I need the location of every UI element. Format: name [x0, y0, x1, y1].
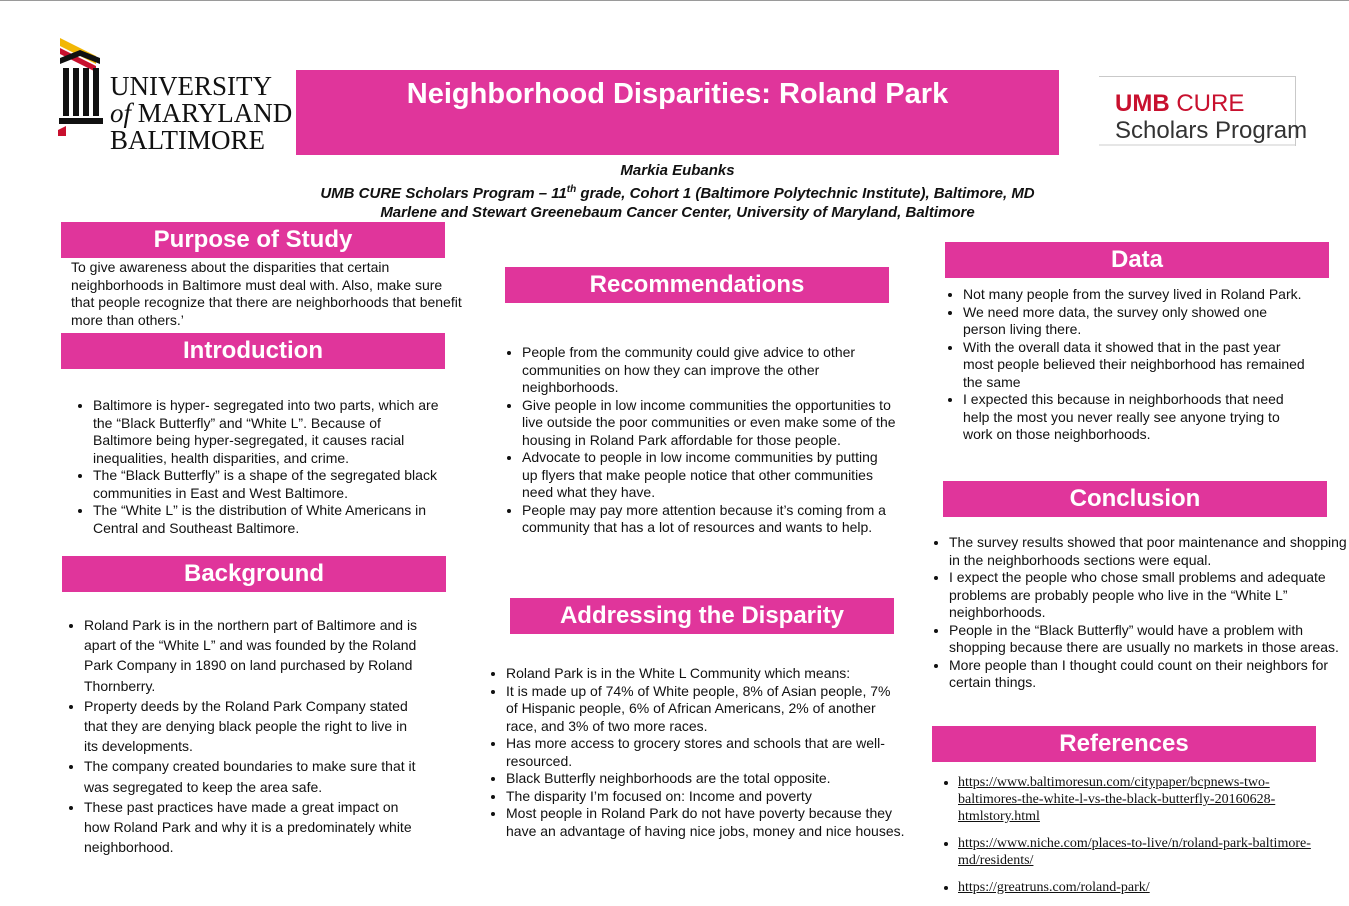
list-item: • The survey results showed that poor maintenance and shopping in the neighborhoods sections were equal.: [949, 534, 1347, 569]
list-item: • Has more access to grocery stores and schools that are well-resourced.: [506, 735, 906, 770]
list-item: • Baltimore is hyper- segregated into two parts, which are the “Black Butterfly” and “White L”. Because of Baltimore being hyper-segregated, it causes racial inequalities, health disparities, and crime.: [93, 397, 441, 467]
list-item: • The “Black Butterfly” is a shape of the segregated black communities in East and West Baltimore.: [93, 467, 441, 502]
introduction-heading: Introduction: [61, 333, 445, 369]
author-name: Markia Eubanks: [620, 162, 735, 179]
cure-logo-line1: UMB CURE: [1115, 90, 1245, 117]
umb-cure-logo: [1099, 76, 1308, 146]
list-item: • More people than I thought could count on their neighbors for certain things.: [949, 657, 1347, 692]
list-item: • Roland Park is in the White L Community which means:: [506, 665, 906, 683]
reference-link[interactable]: https://greatruns.com/roland-park/: [958, 880, 1150, 895]
list-item: • People in the “Black Butterfly” would have a problem with shopping because there are usually no markets in those areas.: [949, 622, 1347, 657]
list-item: • Property deeds by the Roland Park Company stated that they are denying black people the right to live in its developments.: [84, 696, 420, 757]
list-item: • It is made up of 74% of White people, 8% of Asian people, 7% of Hispanic people, 6% of African Americans, 2% of another race, and 3% of two more races.: [506, 683, 906, 736]
poster-title: Neighborhood Disparities: Roland Park: [296, 70, 1059, 155]
data-list: [939, 286, 1307, 444]
list-item: • Not many people from the survey lived in Roland Park.: [963, 286, 1307, 304]
list-item: • Black Butterfly neighborhoods are the total opposite.: [506, 770, 906, 788]
list-item: • Give people in low income communities the opportunities to live outside the poor communities or even make some of the housing in Roland Park affordable for those people.: [522, 397, 896, 450]
reference-link[interactable]: https://www.baltimoresun.com/citypaper/bcpnews-two-baltimores-the-white-l-vs-the-black-butterfly-20160628-htmlstory.html: [958, 775, 1276, 824]
introduction-list: [69, 397, 441, 537]
logo-baltimore: BALTIMORE: [110, 125, 266, 155]
conclusion-heading: Conclusion: [943, 481, 1327, 517]
conclusion-list: [925, 534, 1347, 692]
list-item: • We need more data, the survey only showed one person living there.: [963, 304, 1307, 339]
list-item: • People may pay more attention because it’s coming from a community that has a lot of resources and wants to help.: [522, 502, 896, 537]
references-heading: References: [932, 726, 1316, 762]
background-heading: Background: [62, 556, 446, 592]
list-item: • The company created boundaries to make sure that it was segregated to keep the area safe.: [84, 756, 420, 796]
data-heading: Data: [945, 242, 1329, 278]
addressing-heading: Addressing the Disparity: [510, 598, 894, 634]
umb-pillars-icon: [56, 36, 104, 136]
reference-link[interactable]: https://www.niche.com/places-to-live/n/roland-park-baltimore-md/residents/: [958, 836, 1311, 868]
list-item: • People from the community could give advice to other communities on how they can improve the other neighborhoods.: [522, 344, 896, 397]
list-item: • With the overall data it showed that in the past year most people believed their neighborhood has remained the same: [963, 339, 1307, 392]
author-block: [296, 161, 1059, 222]
background-list: [60, 615, 420, 857]
list-item: [958, 835, 1332, 869]
top-border: [0, 0, 1349, 1]
list-item: • Advocate to people in low income communities by putting up flyers that make people notice that other communities need what they have.: [522, 449, 896, 502]
list-item: • I expected this because in neighborhoods that need help the most you never really see anyone trying to work on those neighborhoods.: [963, 391, 1307, 444]
recommendations-heading: Recommendations: [505, 267, 889, 303]
references-list: [934, 774, 1332, 906]
purpose-text: To give awareness about the disparities that certain neighborhoods in Baltimore must deal with. Also, make sure that people recognize that there are neighborhoods that benefit more than others.’: [71, 259, 462, 328]
umb-logo: [56, 36, 293, 155]
list-item: • Most people in Roland Park do not have poverty because they have an advantage of having nice jobs, money and nice houses.: [506, 805, 906, 840]
author-center: Marlene and Stewart Greenebaum Cancer Center, University of Maryland, Baltimore: [380, 204, 975, 221]
list-item: • The disparity I’m focused on: Income and poverty: [506, 788, 906, 806]
author-affiliation: UMB CURE Scholars Program – 11th grade, Cohort 1 (Baltimore Polytechnic Institute), Baltimore, MD: [320, 184, 1035, 202]
list-item: [958, 774, 1332, 825]
list-item: • I expect the people who chose small problems and adequate problems are probably people who live in the “White L” neighborhoods.: [949, 569, 1347, 622]
logo-university: UNIVERSITY: [110, 71, 272, 101]
cure-logo-line2: Scholars Program: [1115, 117, 1308, 144]
logo-of-maryland: of MARYLAND: [110, 98, 293, 128]
list-item: • Roland Park is in the northern part of Baltimore and is apart of the “White L” and was founded by the Roland Park Company in 1890 on land purchased by Roland Thornberry.: [84, 615, 420, 696]
list-item: [958, 879, 1332, 896]
addressing-list: [482, 665, 906, 840]
list-item: • The “White L” is the distribution of White Americans in Central and Southeast Baltimore.: [93, 502, 441, 537]
list-item: • These past practices have made a great impact on how Roland Park and why it is a predominately white neighborhood.: [84, 797, 420, 858]
recommendations-list: [498, 344, 896, 537]
purpose-heading: Purpose of Study: [61, 222, 445, 258]
